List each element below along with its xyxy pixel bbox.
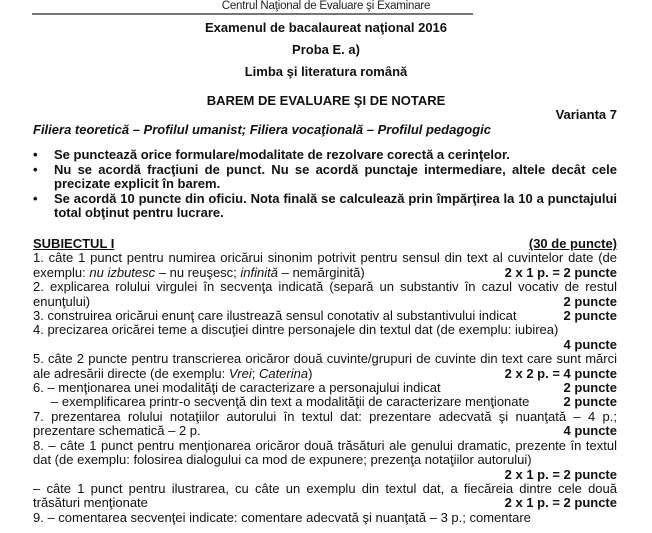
rule-item: [33, 148, 617, 163]
item-1: [33, 251, 617, 280]
item-8-part-2: [33, 482, 617, 511]
item-text: – exemplificarea printr-o secvenţă din text a modalităţii de caracterizare menţionate: [51, 394, 530, 410]
item-points: 4 puncte: [563, 423, 617, 439]
exam-title: Examenul de bacalaureat naţional 2016: [204, 20, 448, 35]
variant-label: Varianta 7: [555, 107, 617, 122]
proba-label: Proba E. a): [292, 42, 360, 57]
item-text: ): [308, 365, 313, 381]
item-9: [33, 511, 617, 525]
item-8: [33, 439, 617, 511]
item-text: ;: [251, 365, 259, 381]
bullet-icon: •: [33, 161, 38, 177]
item-text: 1. câte 1 punct pentru numirea oricărui sinonim potrivit pentru sensul din text al cuvintelor date (de exemplu:: [33, 250, 617, 280]
barem-title: BAREM DE EVALUARE ŞI DE NOTARE: [206, 93, 446, 108]
item-text: 6. – menţionarea unei modalităţi de caracterizare a personajului indicat: [33, 380, 441, 396]
item-5: [33, 352, 617, 381]
item-3: [33, 309, 617, 323]
item-text: 2. explicarea rolului virgulei în secvenţa indicată (separă un substantiv în cazul vocativ de restul enunţului): [33, 279, 617, 309]
item-points: 2 puncte: [563, 380, 617, 396]
rule-text: Nu se acordă fracţiuni de punct. Nu se acordă punctaje intermediare, altele decât cele precizate explicit în barem.: [54, 161, 617, 191]
item-text: 4. precizarea oricărei teme a discuţiei dintre personajele din textul dat (de exemplu: iubirea): [33, 322, 559, 338]
rule-text: Se punctează orice formulare/modalitate de rezolvare corectă a cerinţelor.: [54, 147, 510, 162]
item-text: 5. câte 2 puncte pentru transcrierea oricăror două cuvinte/grupuri de cuvinte din text care sunt mărci ale adresării directe (de exemplu:: [33, 351, 617, 381]
subject-1-section: [33, 237, 617, 525]
item-6: [33, 381, 617, 410]
item-points: 2 puncte: [563, 308, 617, 324]
subject-1-total: (30 de puncte): [528, 236, 617, 251]
item-text: – nemărginită): [278, 264, 365, 280]
rule-item: [33, 192, 617, 221]
example-word: nu izbutesc: [89, 264, 156, 280]
item-points: 2 puncte: [563, 293, 617, 309]
subject-1-header: [33, 237, 617, 251]
item-points: 2 x 2 p. = 4 puncte: [504, 365, 617, 381]
item-7: [33, 410, 617, 439]
item-text: – nu reuşesc;: [155, 264, 241, 280]
item-text: 9. – comentarea secvenţei indicate: comentare adecvată şi nuanţată – 3 p.; comentare: [33, 509, 531, 525]
rule-item: [33, 163, 617, 192]
general-rules-list: [33, 148, 617, 221]
item-points: 2 x 1 p. = 2 puncte: [504, 495, 617, 511]
example-word: infinită: [240, 264, 278, 280]
item-points: 4 puncte: [563, 336, 617, 352]
bullet-icon: •: [33, 147, 38, 162]
header-divider: [32, 13, 473, 15]
item-6-line-1: [33, 381, 617, 395]
item-text: – câte 1 punct pentru ilustrarea, cu câte un exemplu din textul dat, a fiecăreia dintre cele două trăsături menţionate: [33, 480, 617, 511]
item-2: [33, 280, 617, 309]
item-points: 2 x 1 p. = 2 puncte: [504, 466, 617, 482]
subject-1-title: SUBIECTUL I: [33, 236, 115, 251]
item-points: 2 x 1 p. = 2 puncte: [504, 264, 617, 280]
bullet-icon: •: [33, 190, 38, 206]
item-text: 7. prezentarea rolului notaţiilor autorului în textul dat: prezentare adecvată şi nuanţată – 4 p.; prezentare schematică – 2 p.: [33, 408, 617, 439]
item-4: [33, 323, 617, 352]
subject-name: Limba şi literatura română: [244, 64, 408, 79]
example-word: Vrei: [228, 365, 252, 381]
item-6-line-2: [33, 395, 617, 409]
item-points: 2 puncte: [563, 394, 617, 410]
item-text: 8. – câte 1 punct pentru menţionarea oricăror două trăsături ale genului dramatic, prezente în textul dat (de exemplu: folosirea dialogului ca mod de expunere; prezenţa notaţiilor autorului): [33, 437, 617, 468]
organization-name: Centrul Naţional de Evaluare şi Examinare: [221, 0, 431, 12]
filiera-line: Filiera teoretică – Profilul umanist; Filiera vocaţională – Profilul pedagogic: [33, 122, 492, 137]
example-word: Caterina: [258, 365, 309, 381]
rule-text: Se acordă 10 puncte din oficiu. Nota finală se calculează prin împărţirea la 10 a punctajului total obţinut pentru lucrare.: [54, 190, 617, 220]
item-text: 3. construirea oricărui enunţ care ilustrează sensul conotativ al substantivului indicat: [33, 308, 517, 324]
